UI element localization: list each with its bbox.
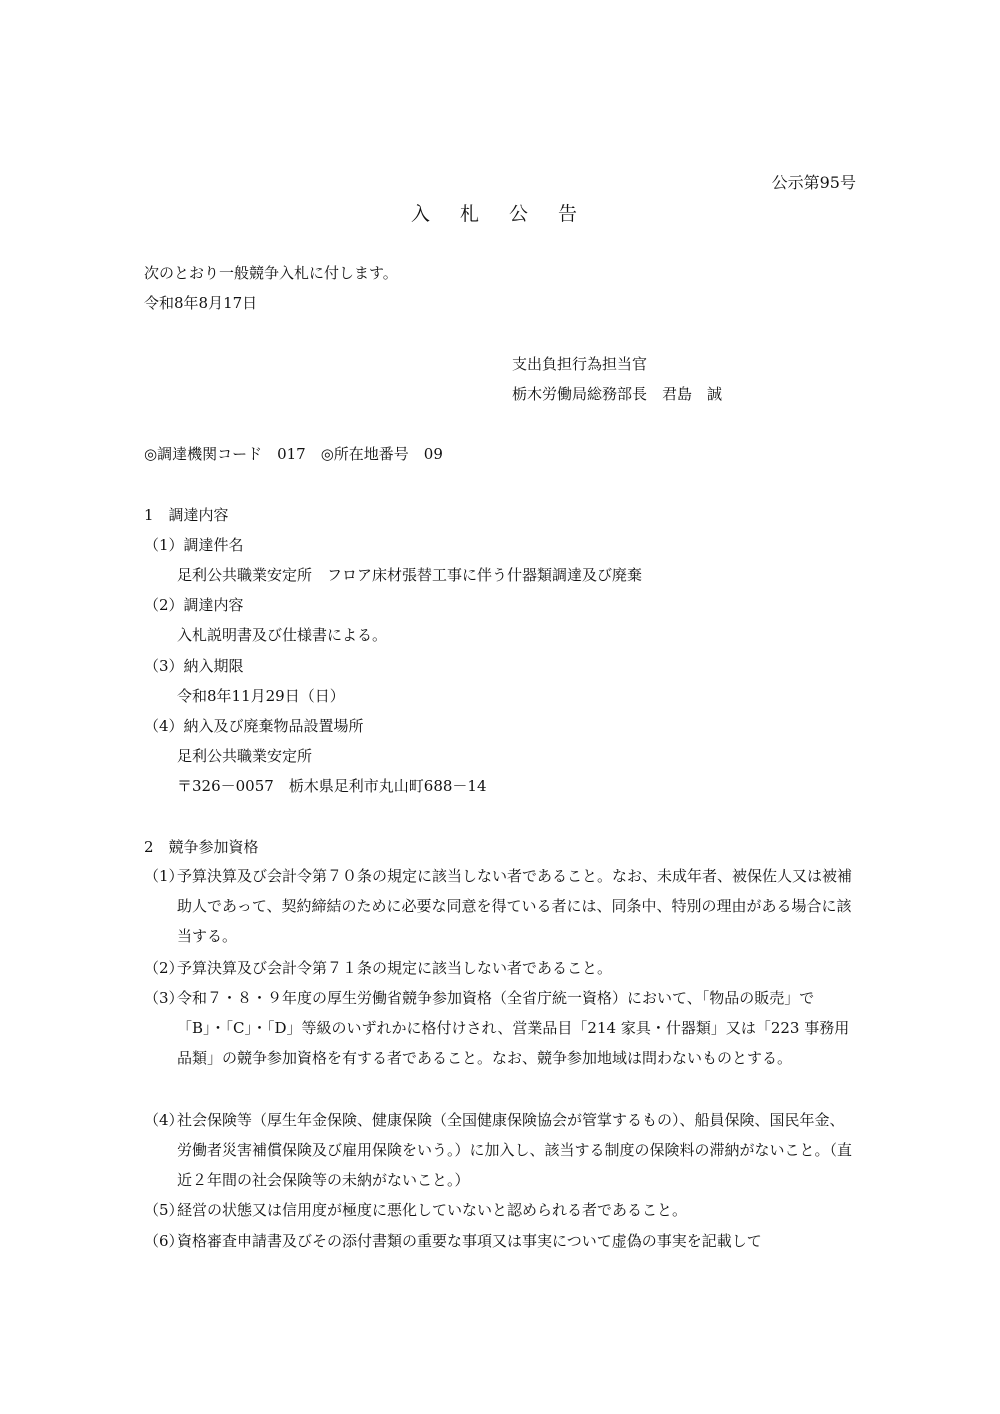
section2-item-number: （4） <box>144 1111 184 1129</box>
notice-date: 令和8年8月17日 <box>144 294 258 312</box>
section1-item-content: 令和8年11月29日（日） <box>177 687 345 705</box>
section2-item-number: （6） <box>144 1232 184 1250</box>
section2-item-number: （3） <box>144 989 184 1007</box>
section2-item-text: 予算決算及び会計令第７０条の規定に該当しない者であること。なお、未成年者、被保佐人又は被補助人であって、契約締結のために必要な同意を得ている者には、同条中、特別の理由がある場合に該当する。 <box>177 867 853 945</box>
section1-item-label: （2）調達内容 <box>144 596 244 614</box>
document-title: 入 札 公 告 <box>410 203 590 225</box>
official-role: 支出負担行為担当官 <box>512 355 648 373</box>
section1-heading: 1 調達内容 <box>144 506 229 524</box>
section1-item-address: 〒326－0057 栃木県足利市丸山町688－14 <box>177 777 487 795</box>
section1-item-label: （4）納入及び廃棄物品設置場所 <box>144 717 364 735</box>
notice-number: 公示第95号 <box>771 173 856 192</box>
section2-heading: 2 競争参加資格 <box>144 838 259 856</box>
section2-item-text: 経営の状態又は信用度が極度に悪化していないと認められる者であること。 <box>177 1201 688 1219</box>
procurement-codes: ◎調達機関コード 017 ◎所在地番号 09 <box>144 445 443 463</box>
section2-item-text: 社会保険等（厚生年金保険、健康保険（全国健康保険協会が管掌するもの）、船員保険、国民年金、労働者災害補償保険及び雇用保険をいう。）に加入し、該当する制度の保険料の滞納がないこと。（直近２年間の社会保険等の未納がないこと。） <box>177 1111 853 1189</box>
section1-item-content: 入札説明書及び仕様書による。 <box>177 626 388 644</box>
intro-text: 次のとおり一般競争入札に付します。 <box>144 264 398 282</box>
section2-item-number: （1） <box>144 867 184 885</box>
section2-item-number: （2） <box>144 959 184 977</box>
section2-item-text: 令和７・８・９年度の厚生労働省競争参加資格（全省庁統一資格）において、「物品の販売」で「B」・「C」・「D」等級のいずれかに格付けされ、営業品目「214 家具・什器類」又は「223 事務用品類」の競争参加資格を有する者であること。なお、競争参加地域は問わないものとする。 <box>177 989 850 1067</box>
section2-item-text: 予算決算及び会計令第７１条の規定に該当しない者であること。 <box>177 959 613 977</box>
official-name: 栃木労働局総務部長 君島 誠 <box>512 385 723 403</box>
section1-item-content: 足利公共職業安定所 <box>177 747 313 765</box>
section2-item-text: 資格審査申請書及びその添付書類の重要な事項又は事実について虚偽の事実を記載して <box>177 1232 762 1250</box>
section2-item-number: （5） <box>144 1201 184 1219</box>
section1-item-label: （3）納入期限 <box>144 657 244 675</box>
section1-item-content: 足利公共職業安定所 フロア床材張替工事に伴う什器類調達及び廃棄 <box>177 566 643 584</box>
section1-item-label: （1）調達件名 <box>144 536 244 554</box>
